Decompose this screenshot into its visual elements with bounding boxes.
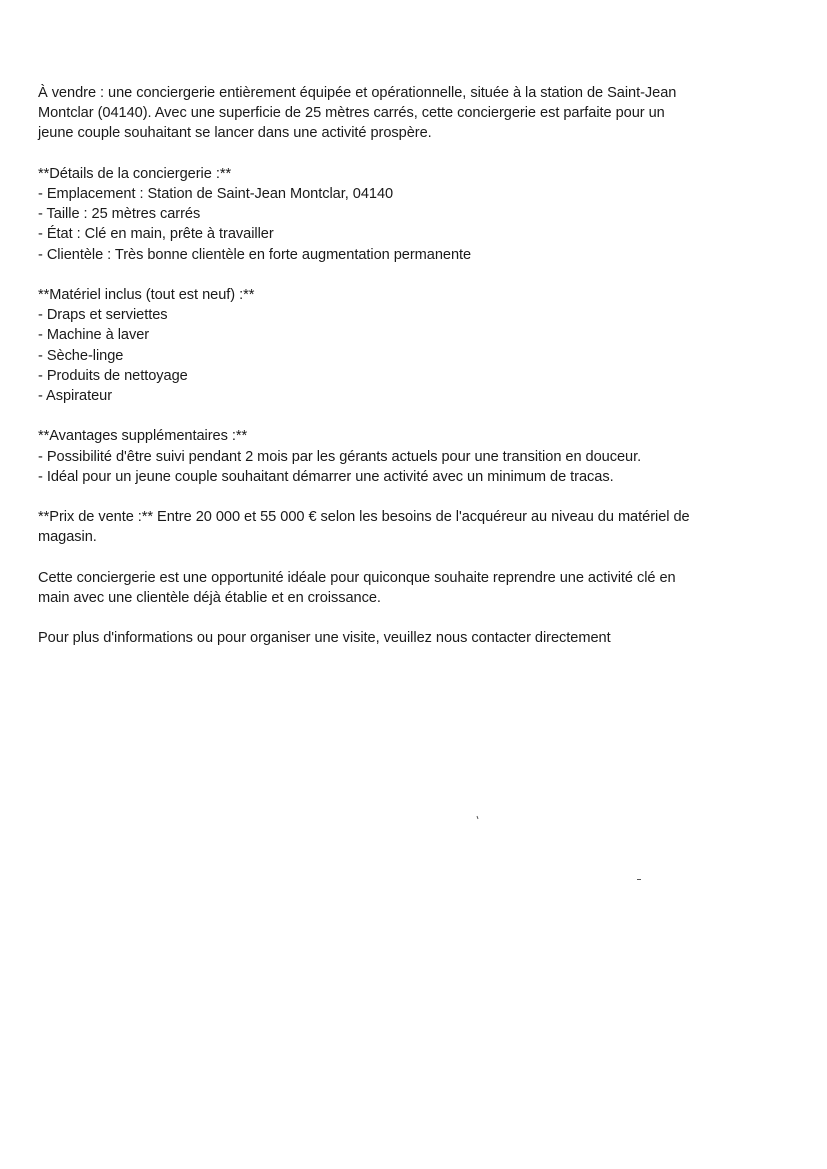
advantages-item: - Possibilité d'être suivi pendant 2 mois par les gérants actuels pour une transition en douceur. [38,448,642,465]
details-section [38,164,778,265]
equipment-item: - Sèche-linge [38,347,124,364]
equipment-item: - Draps et serviettes [38,307,168,324]
listing-text [38,83,778,669]
opportunity-line: Cette conciergerie est une opportunité idéale pour quiconque souhaite reprendre une activité clé en [38,569,676,586]
scan-speck [637,879,641,880]
equipment-heading: **Matériel inclus (tout est neuf) :** [38,287,255,303]
contact-paragraph [38,628,778,648]
opportunity-line: main avec une clientèle déjà établie et en croissance. [38,590,381,606]
opportunity-paragraph [38,568,778,608]
scan-speck [477,816,479,819]
equipment-item: - Machine à laver [38,327,150,344]
equipment-item: - Produits de nettoyage [38,367,188,384]
advantages-section [38,426,778,487]
advantages-item: - Idéal pour un jeune couple souhaitant démarrer une activité avec un minimum de tracas. [38,468,614,485]
contact-line: Pour plus d'informations ou pour organiser une visite, veuillez nous contacter directement [38,630,611,647]
details-item-clientele: - Clientèle : Très bonne clientèle en forte augmentation permanente [38,246,472,263]
intro-line: Montclar (04140). Avec une superficie de 25 mètres carrés, cette conciergerie est parfaite pour un [38,105,665,122]
price-line: **Prix de vente :** Entre 20 000 et 55 000 € selon les besoins de l'acquéreur au niveau du matériel de [38,509,690,526]
advantages-heading: **Avantages supplémentaires :** [38,428,248,445]
intro-line: À vendre : une conciergerie entièrement équipée et opérationnelle, située à la station de Saint-Jean [38,85,677,101]
equipment-item: - Aspirateur [38,388,113,405]
details-heading: **Détails de la conciergerie :** [38,165,232,182]
details-item-size: - Taille : 25 mètres carrés [38,206,201,223]
details-item-state: - État : Clé en main, prête à travailler [38,226,274,243]
price-line: magasin. [38,529,97,546]
equipment-section [38,285,778,406]
intro-line: jeune couple souhaitant se lancer dans une activité prospère. [38,125,432,142]
intro-paragraph [38,83,778,144]
details-item-location: - Emplacement : Station de Saint-Jean Montclar, 04140 [38,186,394,202]
price-paragraph [38,507,778,547]
